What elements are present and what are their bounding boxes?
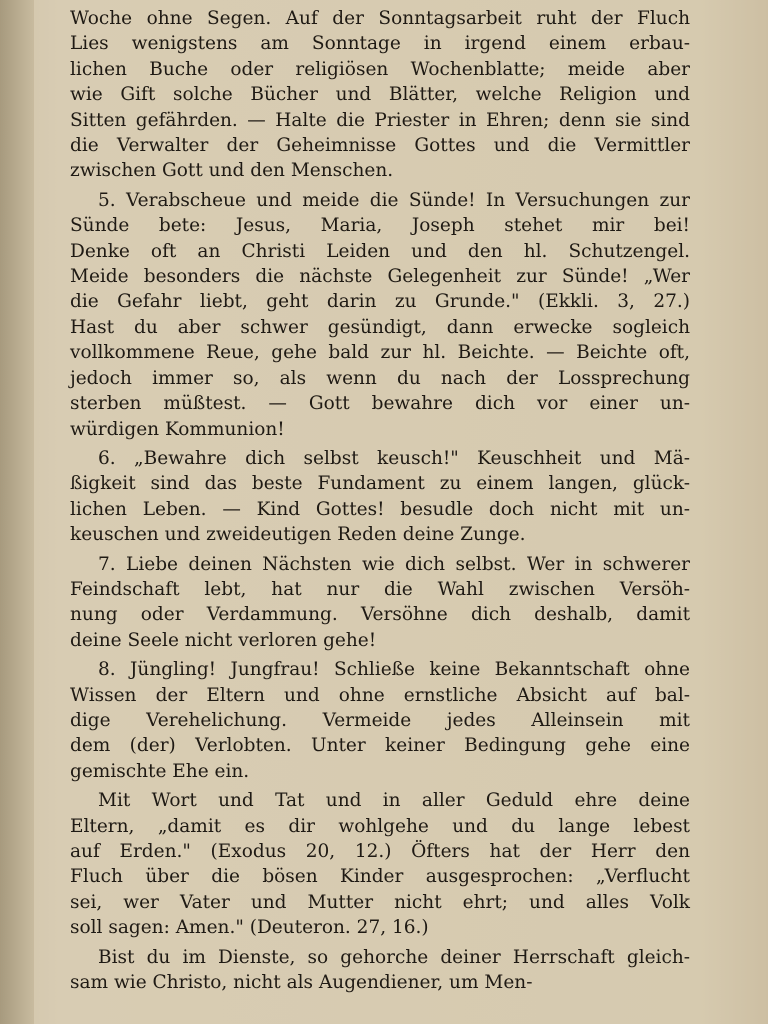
- text-line: sterben müßtest. — Gott bewahre dich vor einer un-: [70, 393, 690, 415]
- text-line: Sünde bete: Jesus, Maria, Joseph stehet mir bei!: [70, 215, 690, 237]
- text-line: Woche ohne Segen. Auf der Sonntagsarbeit ruht der Fluch: [70, 8, 690, 29]
- text-line: keuschen und zweideutigen Reden deine Zunge.: [70, 524, 526, 546]
- text-line: Meide besonders die nächste Gelegenheit zur Sünde! „Wer: [70, 266, 690, 288]
- text-line: Mit Wort und Tat und in aller Geduld ehre deine: [98, 790, 690, 812]
- text-line: dem (der) Verlobten. Unter keiner Bedingung gehe eine: [70, 735, 690, 757]
- paragraph: [70, 788, 690, 940]
- text-line: vollkommene Reue, gehe bald zur hl. Beichte. — Beichte oft,: [70, 342, 690, 364]
- paragraph: [70, 552, 690, 654]
- text-line: Fluch über die bösen Kinder ausgesprochen: „Verflucht: [70, 866, 690, 888]
- text-line: sei, wer Vater und Mutter nicht ehrt; und alles Volk: [70, 891, 690, 913]
- text-line: lichen Buche oder religiösen Wochenblatte; meide aber: [70, 58, 690, 80]
- text-line: wie Gift solche Bücher und Blätter, welche Religion und: [70, 84, 690, 106]
- text-line: die Verwalter der Geheimnisse Gottes und die Vermittler: [70, 135, 690, 157]
- text-line: Sitten gefährden. — Halte die Priester in Ehren; denn sie sind: [70, 109, 690, 131]
- text-line: Bist du im Dienste, so gehorche deiner Herrschaft gleich-: [98, 946, 690, 968]
- text-line: Eltern, „damit es dir wohlgehe und du lange lebest: [70, 815, 690, 837]
- text-line: soll sagen: Amen." (Deuteron. 27, 16.): [70, 917, 429, 939]
- paragraph: [70, 945, 690, 996]
- text-line: deine Seele nicht verloren gehe!: [70, 629, 377, 651]
- page-gutter: [0, 0, 34, 1024]
- text-line: die Gefahr liebt, geht darin zu Grunde." (Ekkli. 3, 27.): [70, 291, 690, 313]
- page-text: [70, 6, 690, 999]
- text-line: Denke oft an Christi Leiden und den hl. Schutzengel.: [70, 240, 690, 262]
- text-line: zwischen Gott und den Menschen.: [70, 160, 394, 182]
- text-line: ßigkeit sind das beste Fundament zu einem langen, glück-: [70, 473, 690, 495]
- text-line: auf Erden." (Exodus 20, 12.) Öfters hat der Herr den: [70, 841, 690, 862]
- paragraph: [70, 657, 690, 784]
- text-line: 6. „Bewahre dich selbst keusch!" Keuschheit und Mä-: [98, 447, 690, 469]
- text-line: gemischte Ehe ein.: [70, 760, 250, 782]
- text-line: sam wie Christo, nicht als Augendiener, um Men-: [70, 972, 533, 994]
- text-line: Lies wenigstens am Sonntage in irgend einem erbau-: [70, 33, 690, 55]
- text-line: dige Verehelichung. Vermeide jedes Alleinsein mit: [70, 709, 690, 731]
- text-line: jedoch immer so, als wenn du nach der Lossprechung: [70, 367, 690, 389]
- paragraph: [70, 188, 690, 442]
- text-line: nung oder Verdammung. Versöhne dich deshalb, damit: [70, 604, 690, 626]
- text-line: würdigen Kommunion!: [70, 418, 285, 440]
- text-line: Hast du aber schwer gesündigt, dann erwecke sogleich: [70, 316, 690, 338]
- text-line: Feindschaft lebt, hat nur die Wahl zwischen Versöh-: [70, 578, 690, 600]
- paragraph: [70, 446, 690, 548]
- text-line: lichen Leben. — Kind Gottes! besudle doch nicht mit un-: [70, 498, 690, 520]
- text-line: 7. Liebe deinen Nächsten wie dich selbst. Wer in schwerer: [98, 553, 690, 575]
- text-line: Wissen der Eltern und ohne ernstliche Absicht auf bal-: [70, 684, 690, 706]
- paragraph: [70, 6, 690, 184]
- text-line: 5. Verabscheue und meide die Sünde! In Versuchungen zur: [98, 189, 690, 211]
- text-line: 8. Jüngling! Jungfrau! Schließe keine Bekanntschaft ohne: [98, 659, 690, 681]
